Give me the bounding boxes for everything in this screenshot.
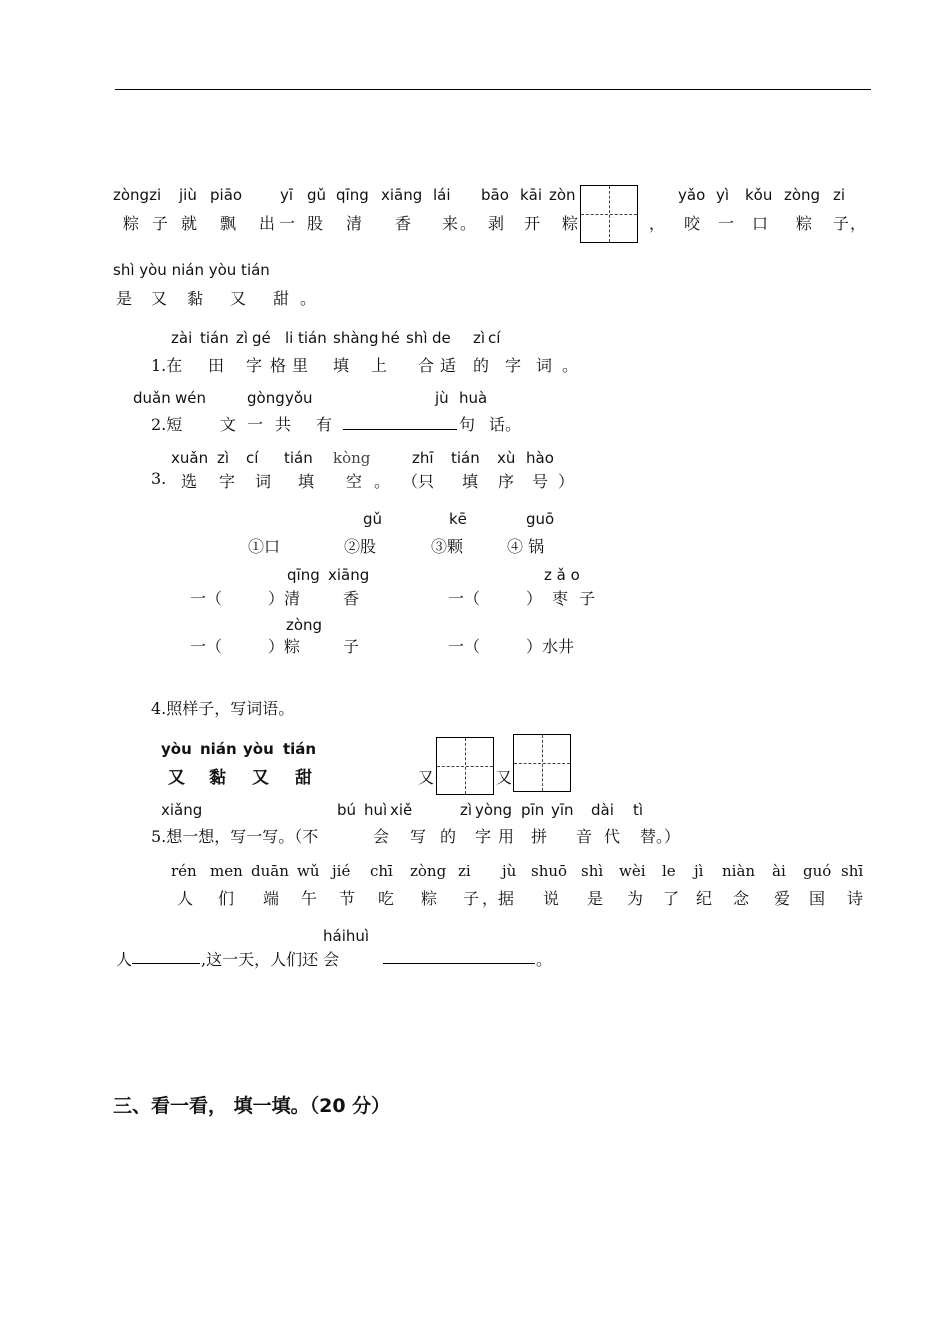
tian-grid-box[interactable] [513, 734, 571, 792]
option-4: ④ 锅 [507, 537, 545, 556]
tian-grid-box[interactable] [580, 185, 638, 243]
top-rule [115, 89, 871, 90]
tian-grid-box[interactable] [436, 737, 494, 795]
passage-pinyin-line2: shì yòu nián yòu tián [113, 261, 270, 279]
option-1: ①口 [248, 537, 281, 556]
option-2: ②股 [344, 537, 377, 556]
option-3: ③颗 [431, 537, 464, 556]
answer-blank[interactable] [383, 949, 535, 964]
section-heading: 三、看一看， 填一填。（20 分） [113, 1095, 391, 1117]
answer-blank[interactable] [343, 415, 457, 430]
answer-blank[interactable] [132, 949, 200, 964]
